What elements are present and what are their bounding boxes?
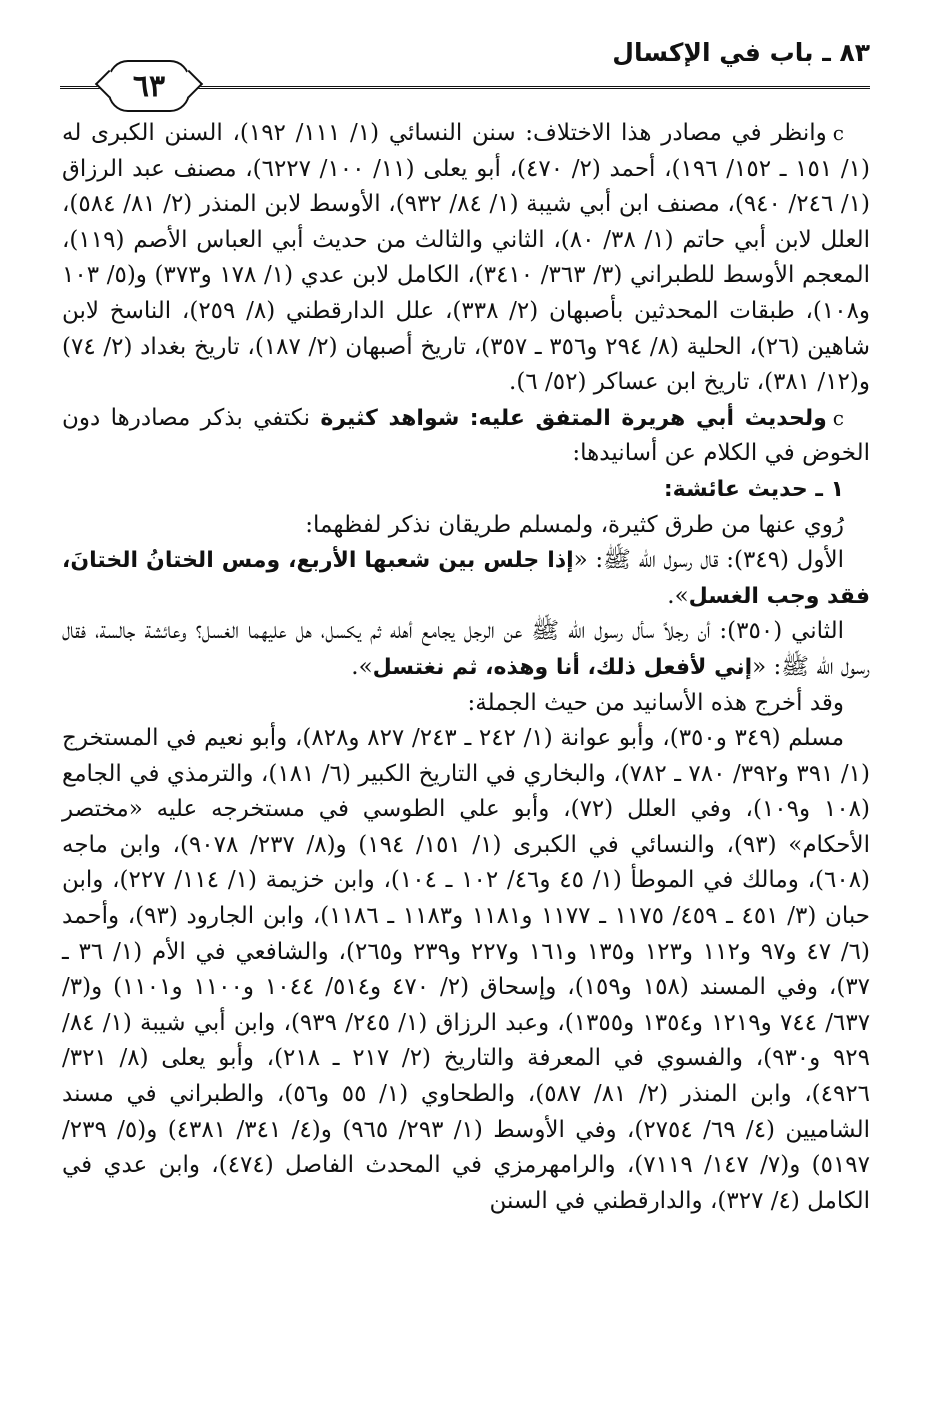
book-title: مختصر الأحكام [62,796,870,858]
chapter-title: ٨٣ ـ باب في الإكسال [612,38,870,67]
abu-hurayra-paragraph [62,401,870,472]
aisha-hadith-heading: ١ ـ حديث عائشة: [663,476,844,502]
second-narration [62,614,870,685]
second-narration-prefix: الثاني (٣٥٠): أن رجلاً سأل رسول الله ﷺ عن الرجل يجامع أهله ثم يكسل، هل عليهما الغسل؟ وعائشة جالسة، فقال رسول الله ﷺ: « [62,618,870,680]
second-narration-suffix: ». [351,653,373,680]
page-body [62,116,870,1219]
sources-text: وانظر في مصادر هذا الاختلاف: سنن النسائي (١/ ١١١/ ١٩٢)، السنن الكبرى له (١/ ١٥١ ـ ١٥٢/ ١٩٦)، أحمد (٢/ ٤٧٠)، أبو يعلى (١١/ ١٠٠/ ٦٢٢٧)، مصنف عبد الرزاق (١/ ٢٤٦/ ٩٤٠)، مصنف ابن أبي شيبة (١/ ٨٤/ ٩٣٢)، الأوسط لابن المنذر (٢/ ٨١/ ٥٨٤)، العلل لابن أبي حاتم (١/ ٣٨/ ٨٠)، الثاني والثالث من حديث أبي العباس الأصم (١١٩)، المعجم الأوسط للطبراني (٣/ ٣٦٣/ ٣٤١٠)، الكامل لابن عدي (١/ ١٧٨ و٣٧٣) و(٥/ ١٠٣ و١٠٨)، طبقات المحدثين بأصبهان (٢/ ٣٣٨)، علل الدارقطني (٨/ ٢٥٩)، الناسخ لابن شاهين (٢٦)، الحلية (٨/ ٢٩٤ و٣٥٦ ـ ٣٥٧)، تاريخ أصبهان (٢/ ١٨٧)، تاريخ بغداد (٢/ ٧٤) و(١٢/ ٣٨١)، تاريخ ابن عساكر (٥٢/ ٦). [62,120,871,396]
second-narration-quote: إني لأفعل ذلك، أنا وهذه، ثم نغتسل [372,654,753,680]
section-heading [62,472,870,508]
sources-paragraph [62,116,870,401]
first-narration-quote: إذا جلس بين شعبها الأربع، ومس الختانُ الختانَ، فقد وجب الغسل [62,548,870,609]
narrations-intro: رُوي عنها من طرق كثيرة، ولمسلم طريقان نذكر لفظهما: [305,511,844,538]
takhrij-text-2: » (٩٣)، والنسائي في الكبرى (١/ ١٥١/ ١٩٤) و(٨/ ٢٣٧/ ٩٠٧٨)، وابن ماجه (٦٠٨)، ومالك في الموطأ (١/ ٤٥ و٤٦/ ١٠٢ ـ ١٠٤)، وابن خزيمة (١/ ١١٤/ ٢٢٧)، وابن حبان (٣/ ٤٥١ ـ ٤٥٩/ ١١٧٥ ـ ١١٧٧ و١١٨١ و١١٨٣ ـ ١١٨٦)، وابن الجارود (٩٣)، وأحمد (٦/ ٤٧ و٩٧ و١١٢ و١٢٣ و١٣٥ و١٦١ و٢٢٧ و٢٣٩ و٢٦٥)، والشافعي في الأم (١/ ٣٦ ـ ٣٧)، وفي المسند (١٥٨ و١٥٩)، وإسحاق (٢/ ٤٧٠ و٥١٤/ ١٠٤٤ و١١٠٠ و١١٠١) و(٣/ ٦٣٧/ ٧٤٤ و١٢١٩ و١٣٥٤ و١٣٥٥)، وعبد الرزاق (١/ ٢٤٥/ ٩٣٩)، وابن أبي شيبة (١/ ٨٤/ ٩٢٩ و٩٣٠)، والفسوي في المعرفة والتاريخ (٢/ ٢١٧ ـ ٢١٨)، وأبو يعلى (٨/ ٣٢١/ ٤٩٢٦)، وابن المنذر (٢/ ٨١/ ٥٨٧)، والطحاوي (١/ ٥٥ و٥٦)، والطبراني في مسند الشاميين (٤/ ٦٩/ ٢٧٥٤)، وفي الأوسط (١/ ٢٩٣/ ٩٦٥) و(٤/ ٣٤١/ ٤٣٨١) و(٥/ ٢٣٩/ ٥١٩٧) و(٧/ ١٤٧/ ٧١١٩)، والرامهرمزي في المحدث الفاصل (٤٧٤)، وابن عدي في الكامل (٤/ ٣٢٧)، والدارقطني في السنن [62,831,871,1214]
takhrij-intro: وقد أخرج هذه الأسانيد من حيث الجملة: [467,689,844,716]
page-number: ٦٣ [132,68,166,104]
header-rule [190,86,870,89]
abu-hurayra-intro: ولحديث أبي هريرة المتفق عليه: [469,405,827,431]
page-header [60,38,870,108]
page-number-ornament [108,60,190,112]
many-witnesses: شواهد كثيرة [320,405,460,431]
abu-hurayra-rest: نكتفي بذكر مصادرها دون الخوض في الكلام عن أسانيدها: [62,404,870,467]
circle-c-bullet-icon: c [832,405,844,430]
circle-c-bullet-icon: c [832,121,844,145]
first-narration-prefix: الأول (٣٤٩): قال رسول الله ﷺ: « [573,547,844,574]
takhrij-text-1: مسلم (٣٤٩ و٣٥٠)، وأبو عوانة (١/ ٢٤٢ ـ ٢٤٣/ ٨٢٧ و٨٢٨)، وأبو نعيم في المستخرج (١/ ٣٩١ و٣٩٢/ ٧٨٠ ـ ٧٨٢)، والبخاري في التاريخ الكبير (٦/ ١٨١)، والترمذي في الجامع (١٠٨ و١٠٩)، وفي العلل (٧٢)، وأبو علي الطوسي في مستخرجه عليه « [62,725,871,823]
first-narration-suffix: ». [667,582,689,609]
first-narration [62,543,870,614]
takhrij-paragraph [62,721,870,1219]
